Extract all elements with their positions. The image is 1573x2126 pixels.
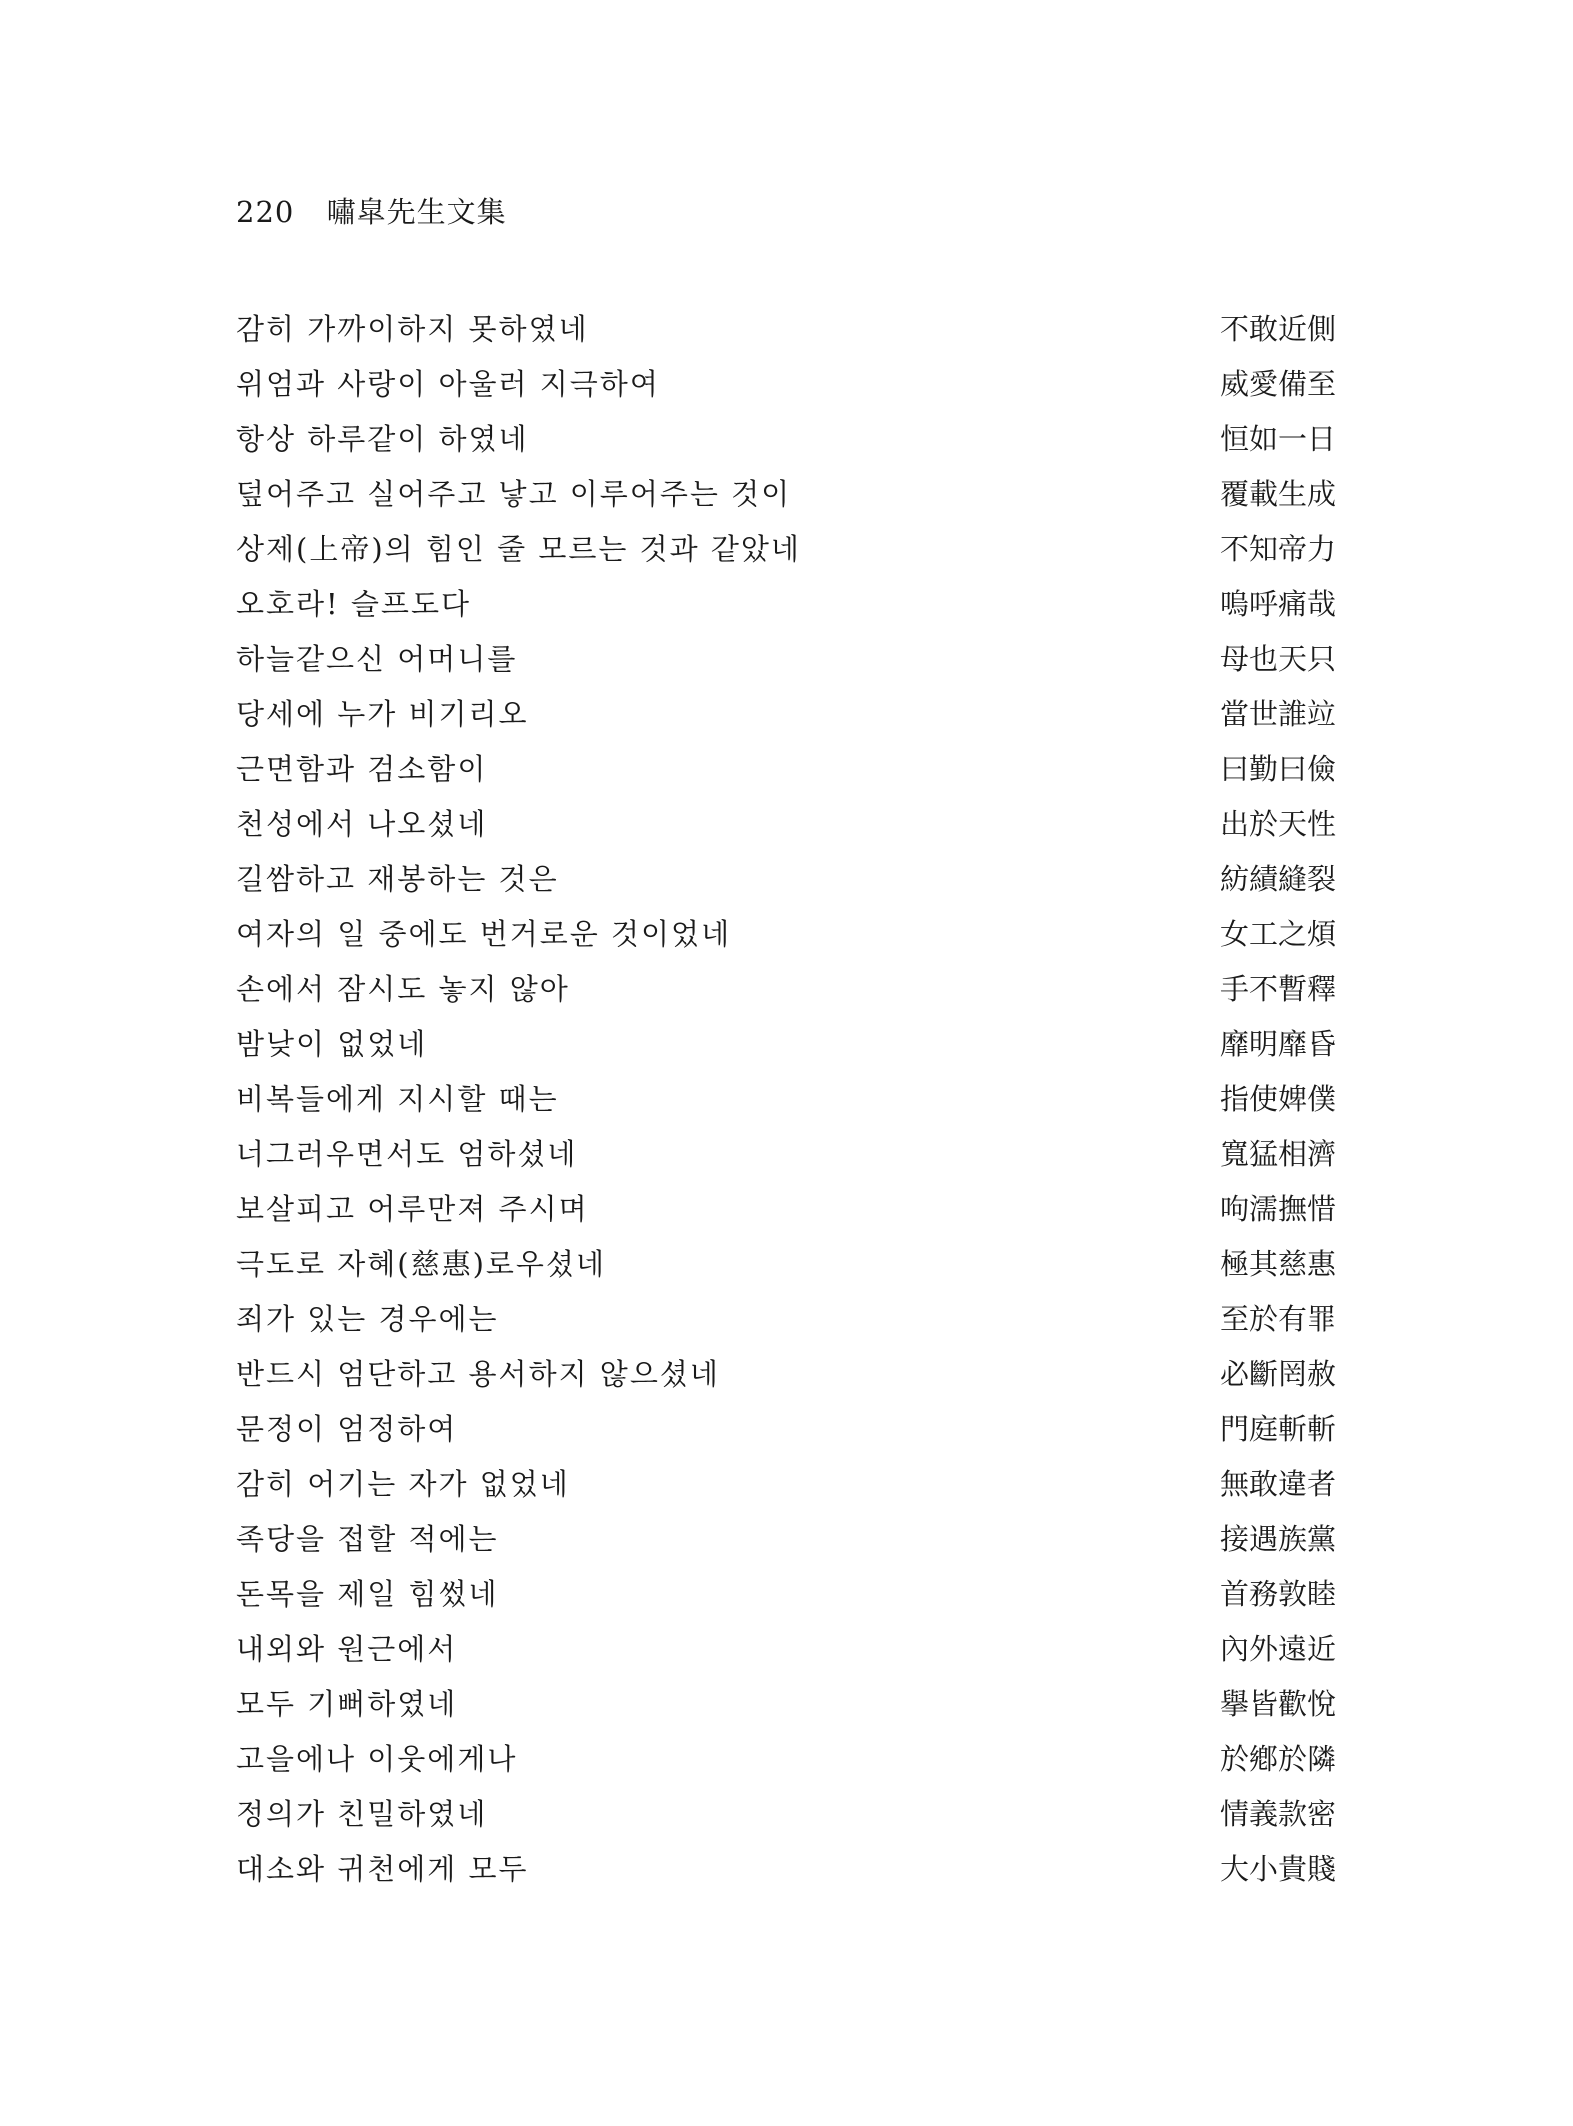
korean-translation: 내외와 원근에서 bbox=[236, 1632, 458, 1666]
korean-translation: 덮어주고 실어주고 낳고 이루어주는 것이 bbox=[236, 477, 792, 511]
verse-line bbox=[236, 1017, 1336, 1072]
korean-translation: 상제(上帝)의 힘인 줄 모르는 것과 같았네 bbox=[236, 532, 801, 566]
hanja-original: 不敢近側 bbox=[1219, 312, 1336, 346]
verse-line bbox=[236, 1787, 1336, 1842]
hanja-original: 女工之煩 bbox=[1219, 917, 1336, 951]
korean-translation: 반드시 엄단하고 용서하지 않으셨네 bbox=[236, 1357, 720, 1391]
hanja-original: 出於天性 bbox=[1219, 807, 1336, 841]
verse-line bbox=[236, 1237, 1336, 1292]
verse-line bbox=[236, 1732, 1336, 1787]
verse-line bbox=[236, 467, 1336, 522]
verse-line bbox=[236, 412, 1336, 467]
hanja-original: 極其慈惠 bbox=[1219, 1247, 1336, 1281]
hanja-original: 母也天只 bbox=[1219, 642, 1336, 676]
verse-line bbox=[236, 357, 1336, 412]
hanja-original: 於鄕於隣 bbox=[1219, 1742, 1336, 1776]
korean-translation: 감히 가까이하지 못하였네 bbox=[236, 312, 589, 346]
hanja-original: 不知帝力 bbox=[1219, 532, 1336, 566]
verse-line bbox=[236, 962, 1336, 1017]
korean-translation: 위엄과 사랑이 아울러 지극하여 bbox=[236, 367, 660, 401]
hanja-original: 當世誰竝 bbox=[1219, 697, 1336, 731]
hanja-original: 曰勤曰儉 bbox=[1219, 752, 1336, 786]
hanja-original: 擧皆歡悅 bbox=[1219, 1687, 1336, 1721]
hanja-original: 首務敦睦 bbox=[1219, 1577, 1336, 1611]
korean-translation: 항상 하루같이 하였네 bbox=[236, 422, 529, 456]
hanja-original: 紡績縫裂 bbox=[1219, 862, 1336, 896]
verse-line bbox=[236, 907, 1336, 962]
hanja-original: 指使婢僕 bbox=[1219, 1082, 1336, 1116]
korean-translation: 정의가 친밀하였네 bbox=[236, 1797, 488, 1831]
verse-line bbox=[236, 1842, 1336, 1897]
korean-translation: 근면함과 검소함이 bbox=[236, 752, 488, 786]
verse-line bbox=[236, 687, 1336, 742]
hanja-original: 恒如一日 bbox=[1219, 422, 1336, 456]
korean-translation: 죄가 있는 경우에는 bbox=[236, 1302, 499, 1336]
verse-line bbox=[236, 1677, 1336, 1732]
verse-line bbox=[236, 1347, 1336, 1402]
verse-line bbox=[236, 1512, 1336, 1567]
hanja-original: 內外遠近 bbox=[1219, 1632, 1336, 1666]
korean-translation: 당세에 누가 비기리오 bbox=[236, 697, 529, 731]
page-number: 220 bbox=[236, 195, 295, 229]
verse-line bbox=[236, 1127, 1336, 1182]
korean-translation: 모두 기뻐하였네 bbox=[236, 1687, 458, 1721]
korean-translation: 오호라! 슬프도다 bbox=[236, 587, 471, 621]
verse-line bbox=[236, 1292, 1336, 1347]
hanja-original: 大小貴賤 bbox=[1219, 1852, 1336, 1886]
hanja-original: 無敢違者 bbox=[1219, 1467, 1336, 1501]
korean-translation: 길쌈하고 재봉하는 것은 bbox=[236, 862, 559, 896]
verse-line bbox=[236, 1182, 1336, 1237]
verse-list bbox=[236, 302, 1336, 1897]
hanja-original: 威愛備至 bbox=[1219, 367, 1336, 401]
verse-line bbox=[236, 1622, 1336, 1677]
hanja-original: 呴濡撫惜 bbox=[1219, 1192, 1336, 1226]
hanja-original: 門庭斬斬 bbox=[1219, 1412, 1336, 1446]
verse-line bbox=[236, 1457, 1336, 1512]
korean-translation: 너그러우면서도 엄하셨네 bbox=[236, 1137, 578, 1171]
hanja-original: 至於有罪 bbox=[1219, 1302, 1336, 1336]
hanja-original: 必斷罔赦 bbox=[1219, 1357, 1336, 1391]
verse-line bbox=[236, 852, 1336, 907]
hanja-original: 手不暫釋 bbox=[1219, 972, 1336, 1006]
korean-translation: 천성에서 나오셨네 bbox=[236, 807, 488, 841]
verse-line bbox=[236, 577, 1336, 632]
hanja-original: 嗚呼痛哉 bbox=[1219, 587, 1336, 621]
korean-translation: 극도로 자혜(慈惠)로우셨네 bbox=[236, 1247, 606, 1281]
verse-line bbox=[236, 302, 1336, 357]
verse-line bbox=[236, 1402, 1336, 1457]
korean-translation: 하늘같으신 어머니를 bbox=[236, 642, 518, 676]
running-header bbox=[236, 190, 507, 231]
korean-translation: 족당을 접할 적에는 bbox=[236, 1522, 499, 1556]
verse-line bbox=[236, 797, 1336, 852]
korean-translation: 돈목을 제일 힘썼네 bbox=[236, 1577, 499, 1611]
korean-translation: 비복들에게 지시할 때는 bbox=[236, 1082, 559, 1116]
verse-line bbox=[236, 632, 1336, 687]
hanja-original: 靡明靡昏 bbox=[1219, 1027, 1336, 1061]
verse-line bbox=[236, 522, 1336, 577]
korean-translation: 문정이 엄정하여 bbox=[236, 1412, 458, 1446]
verse-line bbox=[236, 742, 1336, 797]
book-title: 嘯皐先生文集 bbox=[326, 195, 507, 229]
hanja-original: 覆載生成 bbox=[1219, 477, 1336, 511]
korean-translation: 여자의 일 중에도 번거로운 것이었네 bbox=[236, 917, 732, 951]
korean-translation: 밤낮이 없었네 bbox=[236, 1027, 428, 1061]
korean-translation: 대소와 귀천에게 모두 bbox=[236, 1852, 529, 1886]
korean-translation: 고을에나 이웃에게나 bbox=[236, 1742, 518, 1776]
verse-line bbox=[236, 1072, 1336, 1127]
korean-translation: 감히 어기는 자가 없었네 bbox=[236, 1467, 570, 1501]
verse-line bbox=[236, 1567, 1336, 1622]
hanja-original: 情義款密 bbox=[1219, 1797, 1336, 1831]
hanja-original: 接遇族黨 bbox=[1219, 1522, 1336, 1556]
korean-translation: 손에서 잠시도 놓지 않아 bbox=[236, 972, 570, 1006]
korean-translation: 보살피고 어루만져 주시며 bbox=[236, 1192, 589, 1226]
hanja-original: 寬猛相濟 bbox=[1219, 1137, 1336, 1171]
